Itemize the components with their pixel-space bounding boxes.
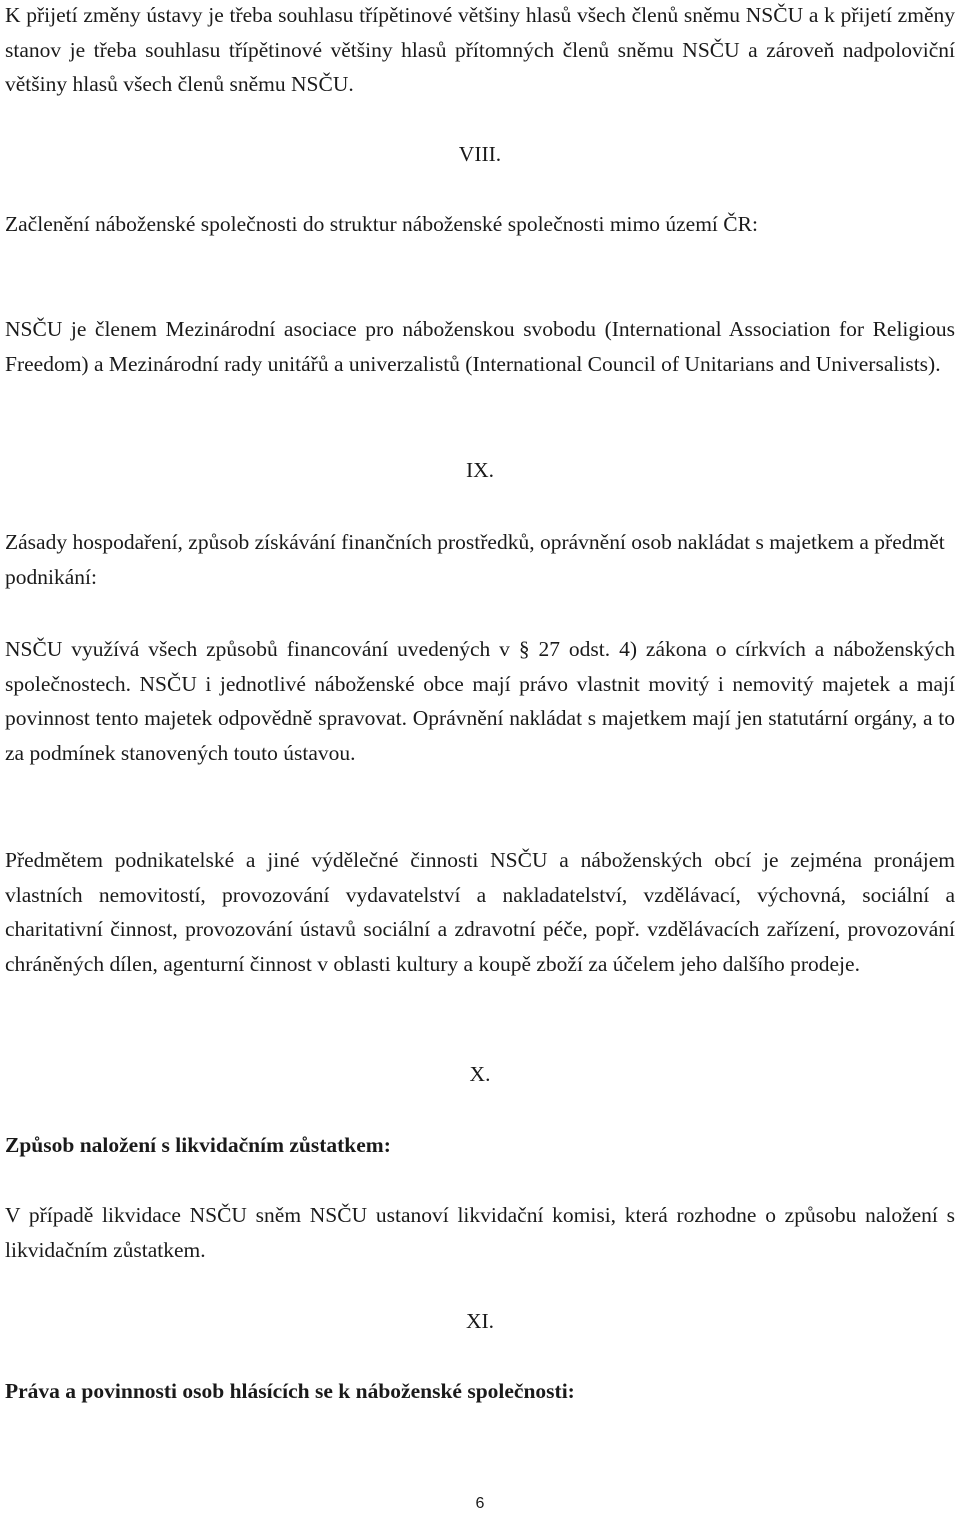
section-viii-text: NSČU je členem Mezinárodní asociace pro náboženskou svobodu (International Association for Religious Freedom) a Mezinárodní rady unitářů a univerzalistů (International Council of Unitarians and Universalists). [5,317,955,376]
page-number: 6 [475,1495,485,1512]
section-viii-title: Začlenění náboženské společnosti do struktur náboženské společnosti mimo území ČR: [5,212,758,236]
section-ix-business-text: Předmětem podnikatelské a jiné výdělečné činnosti NSČU a náboženských obcí je zejména pronájem vlastních nemovitostí, provozování vydavatelství a nakladatelství, vzdělávací, výchovná, sociální a charitativní činnost, provozování ústavů sociální a zdravotní péče, popř. vzdělávacích zařízení, provozování chráněných dílen, agenturní činnost v oblasti kultury a koupě zboží za účelem jeho dalšího prodeje. [5,848,955,976]
section-heading-xi: XI. [465,1309,495,1333]
section-x-text: V případě likvidace NSČU sněm NSČU ustanoví likvidační komisi, která rozhodne o způsobu naložení s likvidačním zůstatkem. [5,1203,955,1262]
section-x-title: Způsob naložení s likvidačním zůstatkem: [5,1133,391,1157]
section-heading-x: X. [469,1062,491,1086]
section-xi-title: Práva a povinnosti osob hlásících se k náboženské společnosti: [5,1379,575,1403]
section-ix-financing-text: NSČU využívá všech způsobů financování uvedených v § 27 odst. 4) zákona o církvích a náboženských společnostech. NSČU i jednotlivé náboženské obce mají právo vlastnit movitý i nemovitý majetek a mají povinnost tento majetek odpovědně spravovat. Oprávnění nakládat s majetkem mají jen statutární orgány, a to za podmínek stanovených touto ústavou. [5,637,955,765]
section-heading-ix: IX. [465,458,495,482]
section-heading-viii: VIII. [458,142,502,166]
section-ix-title: Zásady hospodaření, způsob získávání finančních prostředků, oprávnění osob nakládat s majetkem a předmět podnikání: [5,530,945,589]
paragraph-constitution-amendment: K přijetí změny ústavy je třeba souhlasu třípětinové většiny hlasů všech členů sněmu NSČU a k přijetí změny stanov je třeba souhlasu třípětinové většiny hlasů přítomných členů sněmu NSČU a zároveň nadpoloviční většiny hlasů všech členů sněmu NSČU. [5,3,955,96]
